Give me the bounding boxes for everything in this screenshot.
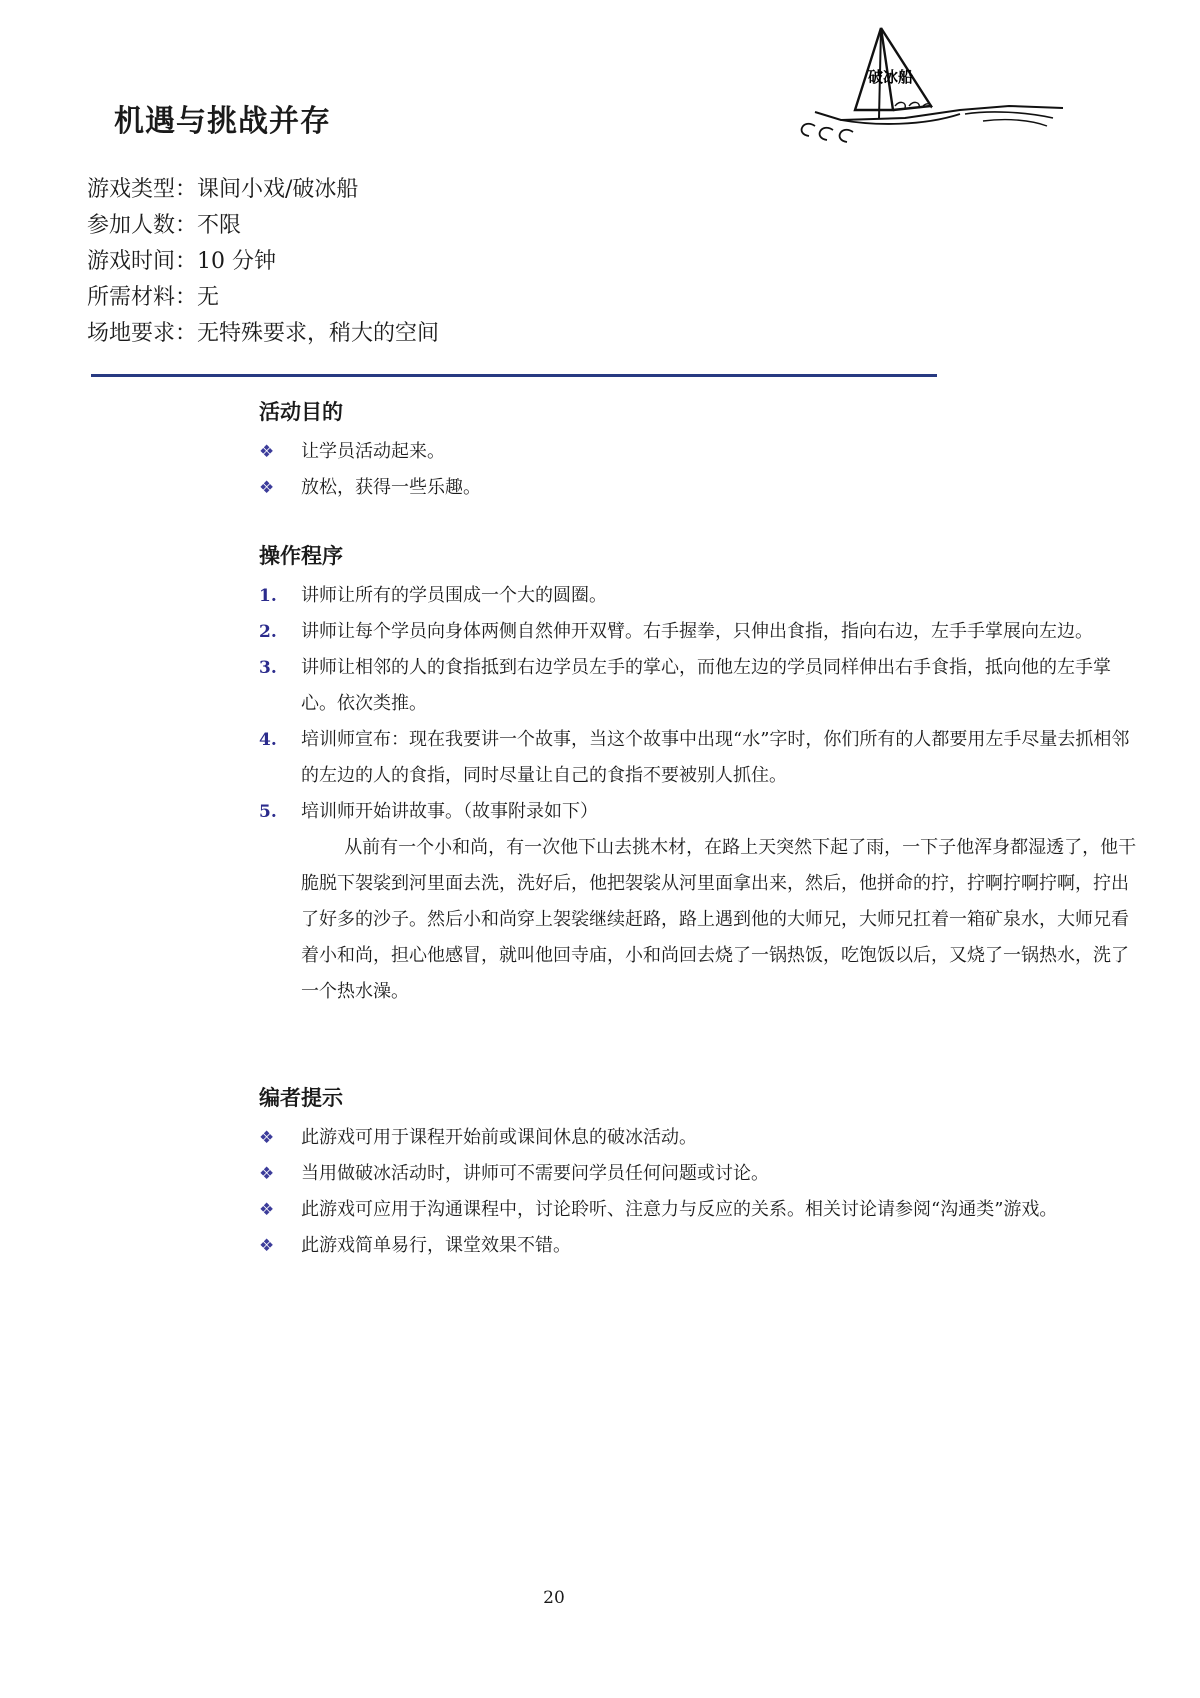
- story-paragraph: 从前有一个小和尚，有一次他下山去挑木材，在路上天突然下起了雨，一下子他浑身都湿透了，他干脆脱下袈裟到河里面去洗，洗好后，他把袈裟从河里面拿出来，然后，他拼命的拧，拧啊拧啊拧啊，拧出了好多的沙子。然后小和尚穿上袈裟继续赶路，路上遇到他的大师兄，大师兄扛着一箱矿泉水，大师兄看着小和尚，担心他感冒，就叫他回寺庙，小和尚回去烧了一锅热饭，吃饱饭以后，又烧了一锅热水，洗了一个热水澡。: [301, 837, 1137, 1002]
- list-item: [259, 434, 1139, 470]
- info-label: 游戏类型：: [87, 177, 198, 202]
- step-text: 讲师让相邻的人的食指抵到右边学员左手的掌心，而他左边的学员同样伸出右手食指，抵向他的左手掌心。依次类推。: [301, 657, 1111, 714]
- list-item-text: 当用做破冰活动时，讲师可不需要问学员任何问题或讨论。: [301, 1163, 769, 1184]
- page-number: 20: [543, 1588, 565, 1608]
- step-number: 4.: [259, 730, 277, 750]
- info-label: 所需材料：: [87, 285, 198, 310]
- purpose-heading: 活动目的: [259, 400, 343, 424]
- step-number: 1.: [259, 586, 277, 606]
- list-item: [259, 470, 1139, 506]
- step-text: 讲师让每个学员向身体两侧自然伸开双臂。右手握拳，只伸出食指，指向右边，左手手掌展向左边。: [301, 621, 1093, 642]
- diamond-bullet-icon: ❖: [259, 478, 275, 498]
- step-number: 3.: [259, 658, 277, 678]
- tips-section: [259, 1082, 1139, 1264]
- step-number: 5.: [259, 802, 277, 822]
- info-row-materials: [87, 280, 439, 316]
- step-text: 培训师开始讲故事。（故事附录如下）: [301, 801, 598, 822]
- list-item-text: 此游戏简单易行，课堂效果不错。: [301, 1235, 571, 1256]
- list-item: [259, 1156, 1139, 1192]
- step-number: 2.: [259, 622, 277, 642]
- list-item: [259, 1120, 1139, 1156]
- info-row-type: [87, 172, 439, 208]
- step-item: [259, 794, 1139, 830]
- step-item: [259, 650, 1139, 722]
- info-value: 无特殊要求，稍大的空间: [197, 321, 440, 346]
- step-text: 讲师让所有的学员围成一个大的圆圈。: [301, 585, 607, 606]
- info-value: 不限: [197, 213, 242, 238]
- list-item: [259, 1228, 1139, 1264]
- info-label: 游戏时间：: [87, 249, 198, 274]
- info-value: 课间小戏/破冰船: [197, 177, 359, 202]
- tips-heading: 编者提示: [259, 1086, 343, 1110]
- step-item: [259, 614, 1139, 650]
- diamond-bullet-icon: ❖: [259, 1128, 275, 1148]
- info-label: 参加人数：: [87, 213, 198, 238]
- logo-text: 破冰船: [868, 68, 914, 86]
- list-item-text: 让学员活动起来。: [301, 441, 445, 462]
- list-item: [259, 1192, 1139, 1228]
- info-row-participants: [87, 208, 439, 244]
- diamond-bullet-icon: ❖: [259, 1200, 275, 1220]
- info-row-duration: [87, 244, 439, 280]
- procedure-section: [259, 540, 1139, 1010]
- step-item: [259, 578, 1139, 614]
- page-title: 机遇与挑战并存: [114, 104, 331, 139]
- purpose-section: [259, 396, 1139, 506]
- diamond-bullet-icon: ❖: [259, 1236, 275, 1256]
- diamond-bullet-icon: ❖: [259, 442, 275, 462]
- list-item-text: 此游戏可应用于沟通课程中，讨论聆听、注意力与反应的关系。相关讨论请参阅“沟通类”游戏。: [301, 1199, 1058, 1220]
- sailboat-logo-icon: [795, 22, 1070, 152]
- info-value: 10 分钟: [197, 249, 277, 274]
- game-info: [87, 172, 439, 352]
- list-item-text: 放松，获得一些乐趣。: [301, 477, 481, 498]
- list-item-text: 此游戏可用于课程开始前或课间休息的破冰活动。: [301, 1127, 697, 1148]
- divider-line: [91, 374, 937, 377]
- step-item: [259, 722, 1139, 794]
- procedure-heading: 操作程序: [259, 544, 343, 568]
- info-row-venue: [87, 316, 439, 352]
- info-label: 场地要求：: [87, 321, 198, 346]
- diamond-bullet-icon: ❖: [259, 1164, 275, 1184]
- info-value: 无: [197, 285, 220, 310]
- step-text: 培训师宣布：现在我要讲一个故事，当这个故事中出现“水”字时，你们所有的人都要用左手尽量去抓相邻的左边的人的食指，同时尽量让自己的食指不要被别人抓住。: [301, 729, 1130, 786]
